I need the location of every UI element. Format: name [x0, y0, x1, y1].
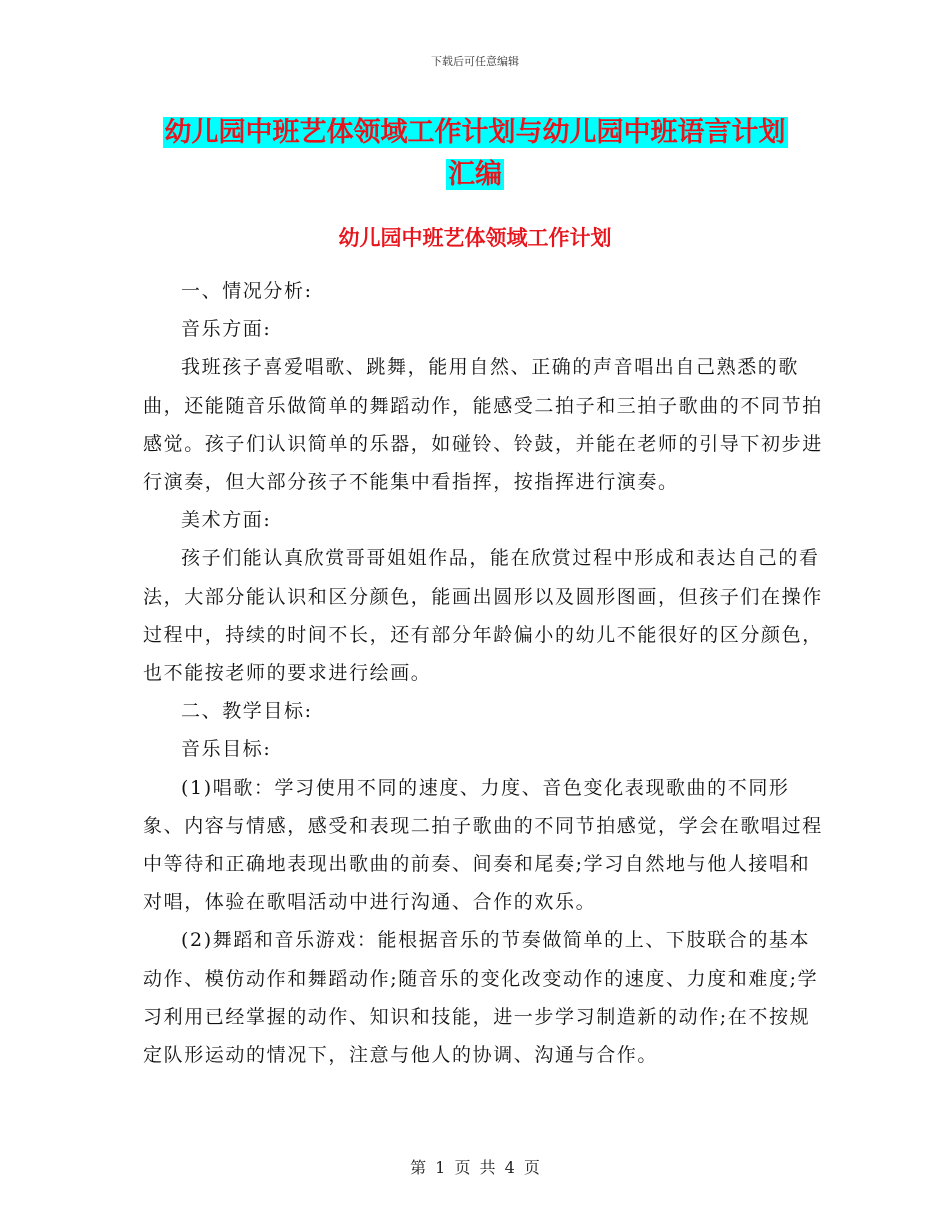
heading-teaching-goals: 二、教学目标: — [181, 700, 313, 723]
document-title — [120, 112, 830, 196]
subheading-music-goals: 音乐目标: — [181, 738, 272, 761]
document-body — [143, 272, 823, 1074]
paragraph-singing-goal: (1)唱歌：学习使用不同的速度、力度、音色变化表现歌曲的不同形象、内容与情感，感受和表现二拍子歌曲的不同节拍感觉，学会在歌唱过程中等待和正确地表现出歌曲的前奏、间奏和尾奏;学习自然地与他人接唱和对唱，体验在歌唱活动中进行沟通、合作的欢乐。 — [143, 776, 823, 914]
document-title-line1: 幼儿园中班艺体领域工作计划与幼儿园中班语言计划 — [164, 117, 786, 148]
paragraph-music-analysis: 我班孩子喜爱唱歌、跳舞，能用自然、正确的声音唱出自己熟悉的歌曲，还能随音乐做简单的舞蹈动作，能感受二拍子和三拍子歌曲的不同节拍感觉。孩子们认识简单的乐器，如碰铃、铃鼓，并能在老师的引导下初步进行演奏，但大部分孩子不能集中看指挥，按指挥进行演奏。 — [143, 356, 823, 494]
document-title-line2: 汇编 — [448, 159, 502, 190]
subheading-music: 音乐方面: — [181, 318, 272, 341]
subheading-art: 美术方面: — [181, 509, 272, 532]
section-title: 幼儿园中班艺体领域工作计划 — [338, 226, 612, 250]
page-header-note: 下载后可任意编辑 — [431, 55, 519, 68]
page-number-footer: 第 1 页 共 4 页 — [410, 1158, 540, 1177]
heading-situation-analysis: 一、情况分析: — [181, 280, 313, 302]
paragraph-art-analysis: 孩子们能认真欣赏哥哥姐姐作品，能在欣赏过程中形成和表达自己的看法，大部分能认识和区分颜色，能画出圆形以及圆形图画，但孩子们在操作过程中，持续的时间不长，还有部分年龄偏小的幼儿不能很好的区分颜色，也不能按老师的要求进行绘画。 — [143, 547, 823, 685]
paragraph-dance-goal: (2)舞蹈和音乐游戏：能根据音乐的节奏做简单的上、下肢联合的基本动作、模仿动作和舞蹈动作;随音乐的变化改变动作的速度、力度和难度;学习利用已经掌握的动作、知识和技能，进一步学习制造新的动作;在不按规定队形运动的情况下，注意与他人的协调、沟通与合作。 — [143, 929, 819, 1067]
